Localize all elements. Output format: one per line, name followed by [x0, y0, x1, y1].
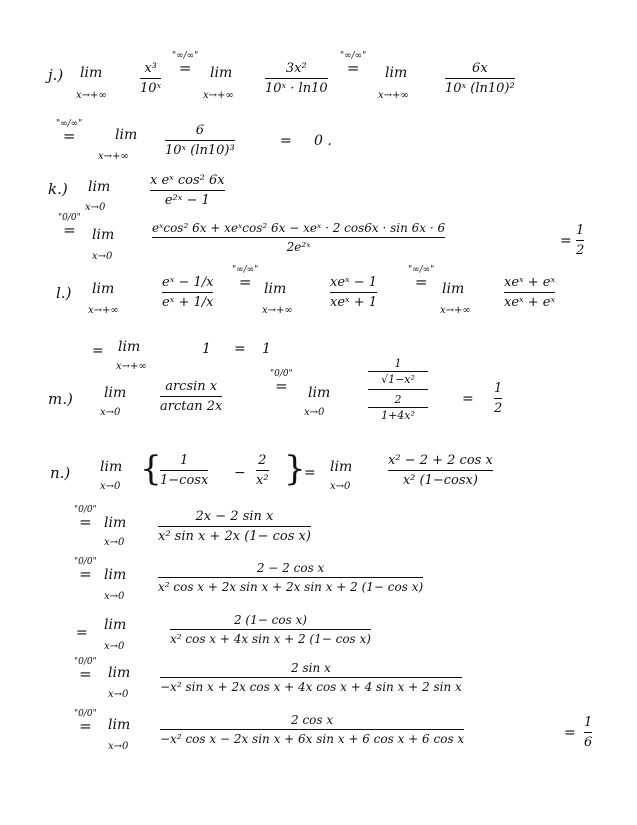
fraction-j4: $\frac{6}{\text{10ˣ (ln10)³}}$: [165, 123, 235, 158]
form-indicator-m: "0/0" =: [270, 369, 293, 395]
limit-symbol: lim: [88, 179, 111, 195]
form-indicator-n2: "0/0" =: [74, 557, 97, 583]
left-brace: {: [140, 449, 162, 489]
limit-subscript: x→+∞: [116, 361, 147, 372]
equals-sign: =: [564, 725, 576, 741]
limit-symbol: lim: [264, 281, 287, 297]
fraction-j2: $\frac{\text{3x²}}{\text{10ˣ · ln10}}$: [265, 61, 328, 96]
equals-sign: =: [280, 133, 292, 149]
limit-symbol: lim: [210, 65, 233, 81]
limit-symbol: lim: [92, 281, 115, 297]
fraction-n-s5: $\frac{\text{2 cos x}}{\text{−x² cos x − 2x sin x + 6x sin x + 6 cos x + 6 cos x}}$: [160, 713, 465, 746]
minus-sign: −: [234, 465, 246, 481]
limit-subscript: x→0: [100, 407, 121, 418]
equals-sign: =: [92, 343, 104, 359]
equals-sign: =: [304, 465, 316, 481]
result-m: $\frac{1}{2}$: [494, 381, 503, 416]
limit-subscript: x→0: [100, 481, 121, 492]
limit-symbol: lim: [385, 65, 408, 81]
form-indicator-n4: "0/0" =: [74, 709, 97, 735]
form-indicator-l1: "∞/∞" =: [232, 265, 259, 291]
form-indicator-l2: "∞/∞" =: [408, 265, 435, 291]
fraction-j3: $\frac{6x}{\text{10ˣ (ln10)²}}$: [445, 61, 515, 96]
equals-sign: =: [76, 625, 88, 641]
limit-symbol: lim: [442, 281, 465, 297]
limit-subscript: x→0: [330, 481, 351, 492]
limit-subscript: x→+∞: [76, 90, 107, 101]
form-indicator-j1: "∞/∞" =: [172, 51, 199, 77]
limit-symbol: lim: [104, 567, 127, 583]
limit-subscript: x→0: [304, 407, 325, 418]
result-l: 1: [262, 341, 271, 357]
fraction-n-s1: $\frac{\text{2x − 2 sin x}}{\text{x² sin x + 2x (1− cos x)}}$: [158, 509, 311, 544]
limit-subscript: x→+∞: [88, 305, 119, 316]
fraction-n-s4: $\frac{\text{2 sin x}}{\text{−x² sin x + 2x cos x + 4x cos x + 4 sin x + 2 sin x}}$: [160, 661, 462, 694]
fraction-l2: xeˣ − 1 xeˣ + 1: [330, 275, 378, 310]
result-k: $\frac{1}{2}$: [576, 223, 585, 258]
form-indicator-k: "0/0" =: [58, 213, 81, 239]
limit-subscript: x→0: [108, 689, 129, 700]
fraction-n-s3: $\frac{\text{2 (1− cos x)}}{\text{x² cos x + 4x sin x + 2 (1− cos x)}}$: [170, 613, 371, 646]
limit-subscript: x→0: [92, 251, 113, 262]
limit-subscript: x→+∞: [440, 305, 471, 316]
fraction-k2: eˣcos² 6x + xeˣcos² 6x − xeˣ · 2 cos6x · sin 6x · 6 2e²ˣ: [152, 221, 446, 254]
right-brace: }: [284, 449, 306, 489]
compound-fraction-m2: 1 √1−x² 2 1+4x²: [368, 358, 428, 421]
limit-subscript: x→0: [85, 202, 106, 213]
limit-symbol: lim: [330, 459, 353, 475]
limit-subscript: x→+∞: [378, 90, 409, 101]
limit-subscript: x→0: [108, 741, 129, 752]
form-indicator-j2: "∞/∞" =: [340, 51, 367, 77]
limit-symbol: lim: [104, 385, 127, 401]
equals-sign: =: [234, 341, 246, 357]
fraction-n-b: $\frac{2}{\text{x²}}$: [256, 453, 269, 488]
form-indicator-n1: "0/0" =: [74, 505, 97, 531]
fraction-j1: $\frac{\text{x³}}{\text{10ˣ}}$: [140, 61, 162, 96]
fraction-k1: $\frac{\text{x eˣ cos² 6x}}{\text{e²ˣ − 1}}$: [150, 173, 225, 208]
problem-j-label: j.): [48, 66, 64, 84]
problem-m-label: m.): [48, 390, 73, 408]
fraction-n1: $\frac{\text{x² − 2 + 2 cos x}}{\text{x² (1−cosx)}}$: [388, 453, 493, 488]
result-j: 0 .: [314, 133, 332, 149]
limit-symbol: lim: [118, 339, 141, 355]
result-n: $\frac{1}{6}$: [584, 715, 593, 750]
fraction-l1: $\frac{\text{eˣ − 1/x}}{\text{eˣ + 1/x}}$: [162, 275, 214, 310]
limit-subscript: x→+∞: [203, 90, 234, 101]
equals-sign: =: [560, 233, 572, 249]
fraction-l3: xeˣ + eˣ xeˣ + eˣ: [504, 275, 556, 310]
limit-symbol: lim: [308, 385, 331, 401]
limit-subscript: x→+∞: [98, 151, 129, 162]
problem-n-label: n.): [50, 464, 71, 482]
limit-symbol: lim: [92, 227, 115, 243]
form-indicator-j3: "∞/∞" =: [56, 119, 83, 145]
problem-k-label: k.): [48, 180, 68, 198]
limit-symbol: lim: [108, 665, 131, 681]
problem-l-label: l.): [56, 284, 72, 302]
limit-subscript: x→0: [104, 641, 125, 652]
limit-subscript: x→+∞: [262, 305, 293, 316]
form-indicator-n3: "0/0" =: [74, 657, 97, 683]
equals-sign: =: [462, 391, 474, 407]
fraction-m1: $\frac{\text{arcsin x}}{\arctan 2x}$: [160, 379, 223, 414]
limit-subscript: x→0: [104, 537, 125, 548]
fraction-n-a: $\frac{1}{1-\cos x}$: [160, 453, 209, 488]
step-expression: 1: [202, 341, 211, 357]
limit-symbol: lim: [104, 617, 127, 633]
limit-symbol: lim: [80, 65, 103, 81]
limit-symbol: lim: [108, 717, 131, 733]
limit-symbol: lim: [100, 459, 123, 475]
limit-symbol: lim: [104, 515, 127, 531]
limit-subscript: x→0: [104, 591, 125, 602]
limit-symbol: lim: [115, 127, 138, 143]
fraction-n-s2: $\frac{\text{2 − 2 cos x}}{\text{x² cos x + 2x sin x + 2x sin x + 2 (1− cos x)}}$: [158, 561, 424, 594]
